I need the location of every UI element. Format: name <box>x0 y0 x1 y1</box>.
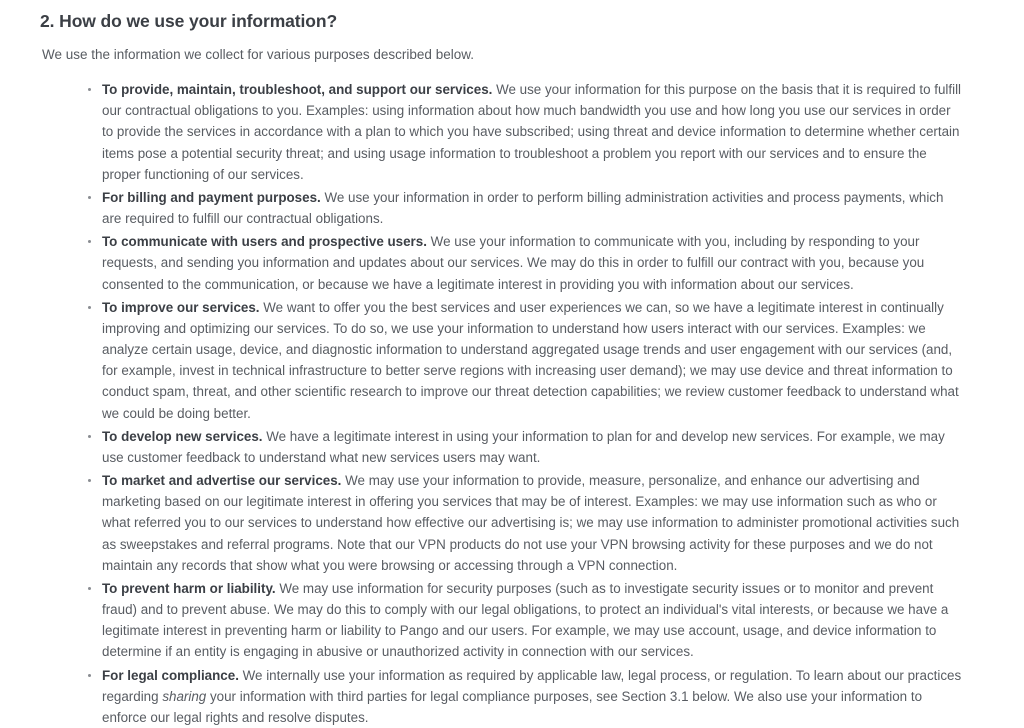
list-item-body: We may use your information to provide, measure, personalize, and enhance our advertising and marketing based on our legitimate interest in offering you services that may be of interest. Examples: we may use information such as who or what referred you to our services to understand how effective our advertising is; we may use information to administer promotional activities such as sweepstakes and referral programs. Note that our VPN products do not use your VPN browsing activity for these purposes and we do not maintain any records that show what you were browsing or accessing through a VPN connection. <box>102 473 960 573</box>
list-item-body: We have a legitimate interest in using your information to plan for and develop new services. For example, we may use customer feedback to understand what new services users may want. <box>102 428 945 465</box>
list-item <box>102 578 984 663</box>
list-item-body: We want to offer you the best services and user experiences we can, so we have a legitimate interest in continually improving and optimizing our services. To do so, we use your information to understand how users interact with our services. Examples: we analyze certain usage, device, and diagnostic information to understand aggregated usage trends and user engagement with our services (and, for example, invest in technical infrastructure to better serve regions with increasing user demand); we may use device and threat information to conduct spam, threat, and other scientific research to improve our threat detection capabilities; we review customer feedback to understand what we could be doing better. <box>102 299 959 421</box>
list-item-emphasis: sharing <box>162 688 207 704</box>
list-item-lead: To communicate with users and prospective users. <box>102 234 427 250</box>
list-item-lead: To provide, maintain, troubleshoot, and support our services. <box>102 82 493 97</box>
list-item-body: We use your information in order to perform billing administration activities and process payments, which are required to fulfill our contractual obligations. <box>102 189 944 227</box>
list-item <box>102 297 984 424</box>
list-item-body-before: We internally use your information as required by applicable law, legal process, or regulation. To learn about our practices regarding <box>102 667 962 704</box>
list-item-body: We use your information to communicate with you, including by responding to your requests, and sending you information and updates about our services. We may do this in order to fulfill our contract with you, because you consented to the communication, or because we have a legitimate interest in providing you with information about our services. <box>102 234 925 292</box>
list-item-lead: To develop new services. <box>102 428 263 444</box>
list-item <box>102 231 984 295</box>
list-item <box>102 79 984 185</box>
list-item-body-after: your information with third parties for legal compliance purposes, see Section 3.1 below. We also use your information to enforce our legal rights and resolve disputes. <box>102 688 923 725</box>
list-item-lead: To market and advertise our services. <box>102 473 342 489</box>
list-item-body: We may use information for security purposes (such as to investigate security issues or to monitor and prevent fraud) and to prevent abuse. We may do this to comply with our legal obligations, to protect an individual's vital interests, or because we have a legitimate interest in preventing harm or liability to Pango and our users. For example, we may use account, usage, and device information to determine if an entity is engaging in abusive or unauthorized activity in connection with our services. <box>102 580 949 660</box>
list-item-lead: For billing and payment purposes. <box>102 189 321 205</box>
list-item <box>102 470 984 576</box>
usage-purposes-list <box>40 79 984 728</box>
list-item-body: We use your information for this purpose on the basis that it is required to fulfill our contractual obligations to you. Examples: using information about how much bandwidth you use and how long you use our services in order to provide the services in accordance with a plan to which you have subscribed; using threat and device information to determine whether certain items pose a potential security threat; and using usage information to troubleshoot a problem you report with our services and to ensure the proper functioning of our services. <box>102 82 962 182</box>
list-item <box>102 665 984 728</box>
list-item <box>102 187 984 229</box>
list-item-lead: For legal compliance. <box>102 667 239 683</box>
section-intro: We use the information we collect for various purposes described below. <box>42 46 474 62</box>
page-title: 2. How do we use your information? <box>40 11 338 31</box>
list-item-lead: To improve our services. <box>102 299 260 315</box>
list-item-lead: To prevent harm or liability. <box>102 580 276 596</box>
list-item <box>102 426 984 468</box>
